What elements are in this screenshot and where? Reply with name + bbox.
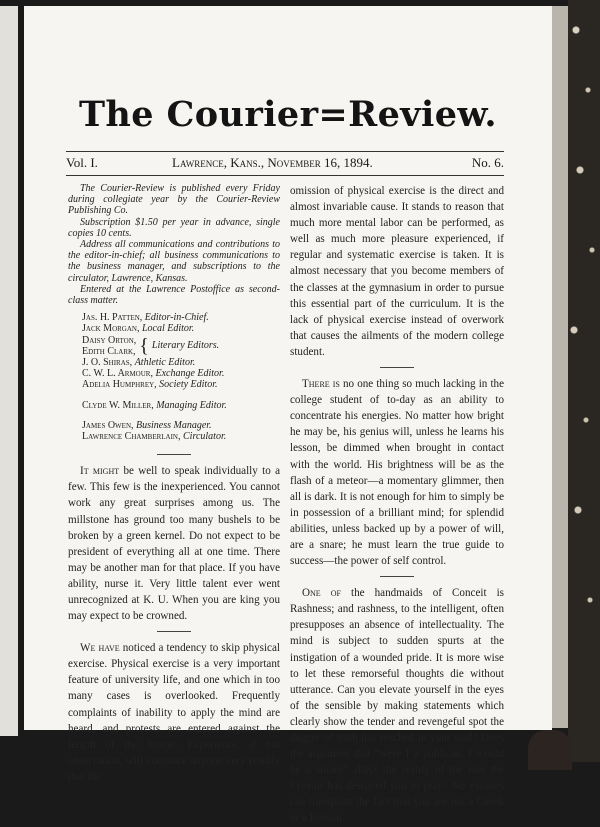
place-date: Lawrence, Kans., November 16, 1894. (172, 155, 373, 170)
staff-entry (82, 379, 280, 390)
info-paragraph: Address all communications and contributions to the editor-in-chief; all business communications to the business manager, and subscriptions to the circulator, Lawrence, Kansas. (68, 239, 280, 284)
paragraph-text: noticed a tendency to skip physical exercise. Physical exercise is a very important feature of university life, and one which in too many cases is overlooked. Frequently complaints of inability to apply the mind are heard, and protests are entered against the length of the lesson. Experience, if not observation, will convince anyone very readily that the (68, 642, 280, 783)
section-divider (157, 454, 191, 455)
marbled-endpaper (568, 0, 600, 762)
staff-role: Society Editor. (159, 379, 218, 391)
staff-name: Lawrence Chamberlain, (82, 431, 181, 443)
staff-role: Business Manager. (136, 419, 212, 431)
staff-role: Literary Editors. (151, 340, 220, 352)
masthead-rule-top (66, 151, 504, 152)
staff-role: Editor-in-Chief. (144, 312, 209, 324)
staff-role: Managing Editor. (156, 399, 227, 411)
staff-name: Jack Morgan, (82, 323, 140, 335)
staff-entry (82, 420, 280, 431)
staff-entry (82, 312, 280, 323)
staff-entry (82, 323, 280, 334)
editorial-paragraph (68, 640, 280, 785)
left-column (68, 183, 280, 785)
info-paragraph: Entered at the Lawrence Postoffice as second-class matter. (68, 283, 280, 307)
info-paragraph: The Courier-Review is published every Friday during collegiate year by the Courier-Review Publishing Co. (68, 183, 280, 217)
staff-role: Circulator. (183, 431, 227, 443)
staff-entry (82, 357, 280, 368)
drop-lead: It might (80, 465, 120, 478)
staff-name: Clyde W. Miller, (82, 399, 154, 411)
editorial-paragraph (290, 376, 504, 569)
drop-lead: One of (302, 587, 341, 600)
section-divider (380, 576, 414, 577)
section-divider (380, 367, 414, 368)
paragraph-text: be well to speak individually to a few. This few is the inexperienced. You cannot work any great surprises among us. The millstone has ground too many bushels to be broken by a green kernel. Do not expect to be president of everything all at one time. There may be another man for that place. If you have ability, nurse it. Very little talent ever went unrecognized at K. U. When you are king you may expect to be crowned. (68, 465, 280, 623)
drop-lead: We have (80, 642, 120, 655)
staff-name: C. W. L. Armour, (82, 368, 153, 380)
masthead-title: The Courier=Review. (78, 94, 497, 135)
staff-list (82, 312, 280, 442)
editorial-paragraph: omission of physical exercise is the direct and almost invariable cause. It stands to reason that much more mental labor can be performed, as well as much more pleasure experienced, if regular and systematic exercise is taken. It is almost necessary that you become members of the classes at the gymnasium in order to pursue this essential part of the curriculum. It is the lack of physical exercise instead of overwork that causes the ailments of the modern college student. (290, 185, 504, 358)
staff-role: Athletic Editor. (134, 357, 196, 369)
section-divider (157, 631, 191, 632)
staff-name: Jas. H. Patten, (82, 312, 143, 324)
newspaper-page (24, 6, 552, 825)
editorial-paragraph (290, 585, 504, 826)
paragraph-text: the handmaids of Conceit is Rashness; and rashness, to the intelligent, often presupposes an absence of intellectuality. The mind is subject to sudden spurts at the instigation of a wounded pride. It is more wise to let these remorseful thoughts die without utterance. Can you elevate yourself in the eyes of the sensible by making statements which clearly show the tender and revengeful spot the dagger of truth has reached in your soul? Does the argument that “were I a publican, I would be a sinner” affect the reality of the role the Creator has designed you to play? No excuses can transplant the fact that you are not a Greek or a Roman. (290, 587, 504, 825)
staff-entry (82, 431, 280, 442)
info-paragraph: Subscription $1.50 per year in advance, single copies 10 cents. (68, 216, 280, 239)
previous-page-edge (0, 6, 18, 736)
staff-name: James Owen, (82, 419, 134, 431)
dateline (66, 155, 504, 173)
staff-name: Edith Clark, (82, 345, 136, 357)
masthead-rule-bottom (66, 175, 504, 176)
staff-name: J. O. Shiras, (82, 357, 133, 369)
brace-glyph: { (139, 334, 149, 357)
publication-info (68, 183, 280, 306)
staff-role: Local Editor. (141, 323, 195, 335)
right-column (290, 183, 504, 827)
issue-number: No. 6. (471, 155, 504, 170)
staff-name: Daisy Orton, (82, 334, 137, 346)
drop-lead: There is (302, 378, 340, 391)
paragraph-text: no one thing so much lacking in the college student of to-day as an ability to concentrate his energies. No matter how bright he may be, his genius will, unless he learns his lesson, be dimmed when brought in contact with the world. His brightness will be as the flash of a meteor—a momentary glimmer, then all is dark. It is not enough for him to simply be in possession of a brilliant mind; for splendid abilities, unless backed up by a power of will, are a snare; he must learn the true guide to success—the power of self control. (290, 378, 504, 568)
thumb (528, 730, 572, 770)
editorial-paragraph (68, 463, 280, 624)
staff-role: Exchange Editor. (155, 368, 225, 380)
volume-label: Vol. I. (66, 155, 98, 170)
staff-name: Adelia Humphrey, (82, 379, 157, 391)
staff-entry (82, 368, 280, 379)
staff-entry-literary (82, 335, 280, 357)
staff-entry (82, 400, 280, 411)
